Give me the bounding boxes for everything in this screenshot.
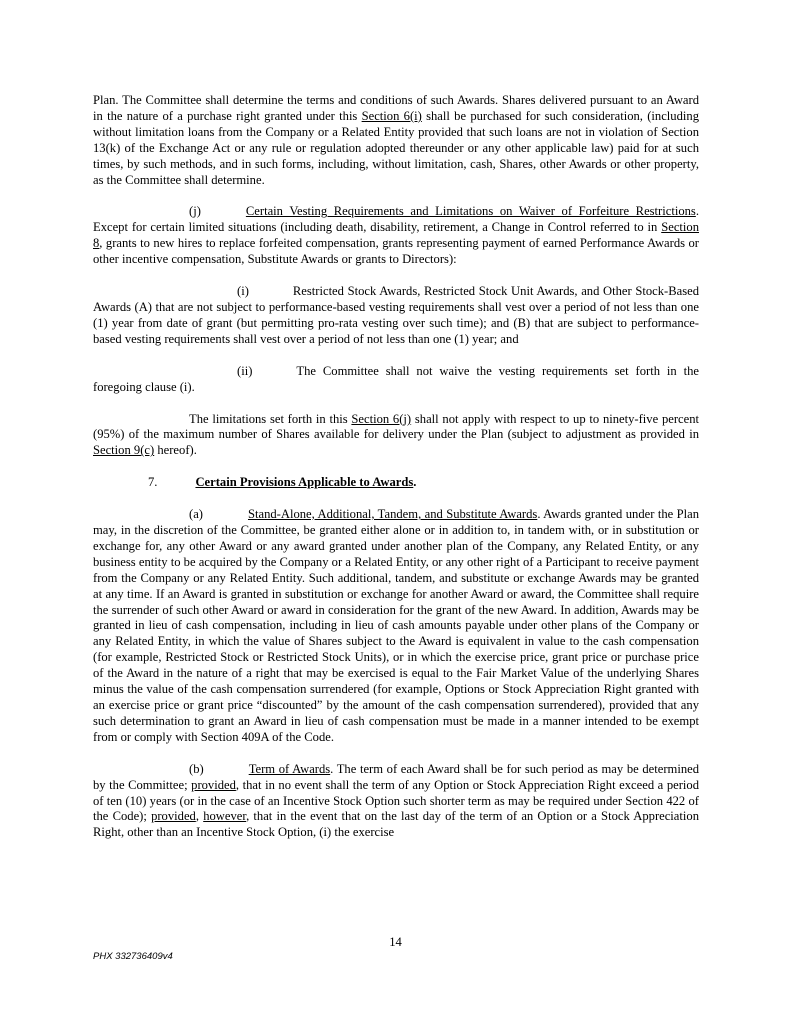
clause-label-i: (i) <box>237 284 249 299</box>
paragraph-limitations: The limitations set forth in this Section 6(j) shall not apply with respect to up to ninety-five percent (95%) of the maximum number of Shares available for delivery under the Plan (subject to adjustment as provided in Section 9(c) hereof). <box>93 411 700 458</box>
paragraph-7a: (a) Stand-Alone, Additional, Tandem, and Substitute Awards. Awards granted under the Plan may, in the discretion of the Committee, be granted either alone or in addition to, in tandem with, or in substitution or exchange for, any other Award or any award granted under another plan of the Company, any Related Entity, or any business entity to be acquired by the Company or a Related Entity, or any other right of a Participant to receive payment from the Company or any Related Entity. Such additional, tandem, and substitute or exchange Awards may be granted at any time. If an Award is granted in substitution or exchange for another Award or award, the Committee shall require the surrender of such other Award or award in consideration for the grant of the new Award. In addition, Awards may be granted in lieu of cash compensation, including in lieu of cash amounts payable under other plans of the Company or any Related Entity, in which the value of Shares subject to the Award is equivalent in value to the cash compensation (for example, Restricted Stock or Restricted Stock Units), or in which the exercise price, grant price or purchase price of the Award in the nature of a right that may be exercised is equal to the Fair Market Value of the underlying Shares minus the value of the cash compensation surrendered (for example, Options or Stock Appreciation Right granted with an exercise price or grant price “discounted” by the amount of the cash compensation surrendered), provided that any such determination to grant an Award in lieu of cash compensation must be made in a manner intended to be exempt from or comply with Section 409A of the Code. <box>93 507 699 744</box>
section-ref-8: Section 8 <box>93 220 699 251</box>
heading-7b: Term of Awards <box>248 761 331 776</box>
document-id-footer: PHX 332736409v4 <box>93 951 173 962</box>
document-page <box>93 93 699 841</box>
section-ref-9c: Section 9(c) <box>93 443 155 458</box>
clause-label-a: (a) <box>189 507 203 522</box>
paragraph-6j-i: (i) Restricted Stock Awards, Restricted Stock Unit Awards, and Other Stock-Based Awards (A) that are not subject to performance-based vesting requirements shall vest over a period of not less than one (1) year from date of grant (but permitting pro-rata vesting over such time); and (B) that are subject to performance-based vesting requirements shall vest over a period of not less than one (1) year; and <box>93 284 699 346</box>
section-title: Certain Provisions Applicable to Awards <box>195 475 414 490</box>
paragraph-6j-ii: (ii) The Committee shall not waive the vesting requirements set forth in the foregoing clause (i). <box>93 363 699 394</box>
section-ref-6j: Section 6(j) <box>351 411 412 426</box>
heading-6j: Certain Vesting Requirements and Limitations on Waiver of Forfeiture Restrictions <box>245 204 696 219</box>
clause-label-ii: (ii) <box>237 363 253 378</box>
section-7-heading: 7. Certain Provisions Applicable to Awards. <box>148 475 417 490</box>
heading-7a: Stand-Alone, Additional, Tandem, and Substitute Awards <box>247 507 538 522</box>
section-ref-6i: Section 6(i) <box>361 108 422 123</box>
paragraph-7b: (b) Term of Awards. The term of each Award shall be for such period as may be determined by the Committee; provided, that in no event shall the term of any Option or Stock Appreciation Right exceed a period of ten (10) years (or in the case of an Incentive Stock Option such shorter term as may be required under Section 422 of the Code); provided, however, that in the event that on the last day of the term of an Option or a Stock Appreciation Right, other than an Incentive Stock Option, (i) the exercise <box>93 761 700 840</box>
page-number: 14 <box>389 935 402 949</box>
paragraph-plan-continuation: Plan. The Committee shall determine the terms and conditions of such Awards. Shares delivered pursuant to an Award in the nature of a purchase right granted under this Section 6(i) shall be purchased for such consideration, (including without limitation loans from the Company or a Related Entity provided that such loans are not in violation of Section 13(k) of the Exchange Act or any rule or regulation adopted thereunder or any other applicable law) paid for at such times, by such methods, and in such forms, including, without limitation, cash, Shares, other Awards or other property, as the Committee shall determine. <box>93 93 699 187</box>
clause-label-j: (j) <box>189 204 201 219</box>
paragraph-6j: (j) Certain Vesting Requirements and Limitations on Waiver of Forfeiture Restrictions. Except for certain limited situations (including death, disability, retirement, a Change in Control referred to in Section 8, grants to new hires to replace forfeited compensation, grants representing payment of earned Performance Awards or other incentive compensation, Substitute Awards or grants to Directors): <box>93 204 699 267</box>
clause-label-b: (b) <box>189 761 204 776</box>
section-number: 7. <box>148 475 158 490</box>
